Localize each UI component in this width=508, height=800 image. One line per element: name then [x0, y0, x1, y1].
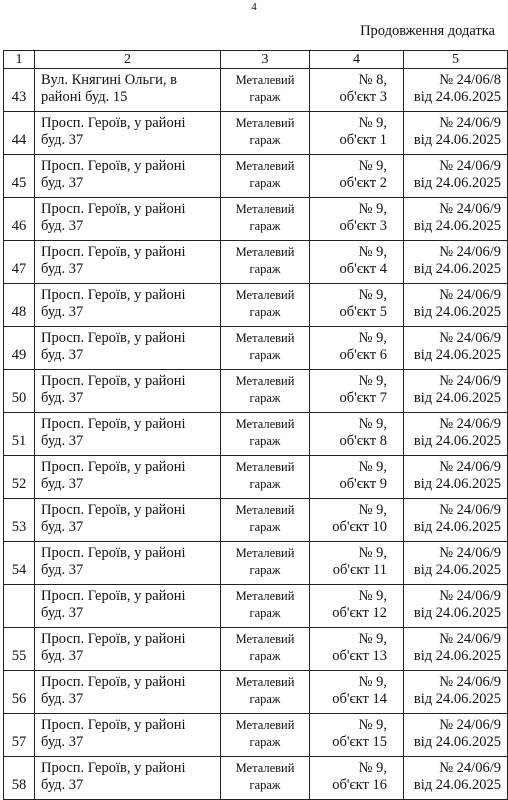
- address-cell: [35, 456, 221, 499]
- object-type-cell-line: Металевий: [235, 331, 295, 345]
- scheme-cell: [310, 241, 404, 284]
- row-number-cell: 51: [4, 413, 35, 456]
- decision-cell: [404, 628, 508, 671]
- object-type-cell-line: Металевий: [235, 546, 295, 560]
- decision-cell-line: від 24.06.2025: [413, 476, 501, 492]
- decision-cell: [404, 69, 508, 112]
- object-type-cell-line: гараж: [249, 520, 281, 534]
- table-row: [4, 413, 508, 456]
- object-type-cell-line: гараж: [249, 778, 281, 792]
- object-type-cell: [221, 69, 310, 112]
- address-cell-line: буд. 37: [41, 390, 84, 406]
- table-row: [4, 370, 508, 413]
- decision-cell: [404, 370, 508, 413]
- table-row: [4, 456, 508, 499]
- scheme-cell-line: № 9,: [358, 717, 387, 733]
- decision-cell-line: від 24.06.2025: [413, 519, 501, 535]
- row-number-cell: 53: [4, 499, 35, 542]
- object-type-cell: [221, 456, 310, 499]
- table-row: [4, 628, 508, 671]
- object-type-cell: [221, 499, 310, 542]
- decision-cell-line: від 24.06.2025: [413, 433, 501, 449]
- row-number-cell: 48: [4, 284, 35, 327]
- object-type-cell-line: Металевий: [235, 460, 295, 474]
- scheme-cell-line: об'єкт 8: [339, 433, 387, 449]
- decision-cell-line: від 24.06.2025: [413, 175, 501, 191]
- table-row: [4, 69, 508, 112]
- address-cell-line: буд. 37: [41, 605, 84, 621]
- decision-cell: [404, 327, 508, 370]
- scheme-cell-line: об'єкт 6: [339, 347, 387, 363]
- header-cell-5: 5: [404, 51, 508, 69]
- address-cell: [35, 499, 221, 542]
- decision-cell-line: № 24/06/9: [439, 287, 501, 303]
- scheme-cell-line: об'єкт 11: [332, 562, 387, 578]
- address-cell-line: Просп. Героїв, у районі: [41, 459, 186, 475]
- address-cell-line: буд. 37: [41, 476, 84, 492]
- object-type-cell: [221, 370, 310, 413]
- decision-cell-line: від 24.06.2025: [413, 777, 501, 793]
- object-type-cell: [221, 628, 310, 671]
- decision-cell-line: від 24.06.2025: [413, 691, 501, 707]
- scheme-cell: [310, 155, 404, 198]
- decision-cell-line: від 24.06.2025: [413, 218, 501, 234]
- object-type-cell-line: гараж: [249, 348, 281, 362]
- decision-cell-line: № 24/06/9: [439, 330, 501, 346]
- scheme-cell-line: № 9,: [358, 545, 387, 561]
- row-number-cell: 58: [4, 757, 35, 800]
- address-cell: [35, 284, 221, 327]
- object-type-cell-line: гараж: [249, 563, 281, 577]
- address-cell-line: буд. 37: [41, 132, 84, 148]
- object-type-cell: [221, 671, 310, 714]
- object-type-cell-line: Металевий: [235, 202, 295, 216]
- address-cell-line: буд. 37: [41, 777, 84, 793]
- decision-cell-line: № 24/06/9: [439, 588, 501, 604]
- object-type-cell-line: гараж: [249, 90, 281, 104]
- address-cell-line: Просп. Героїв, у районі: [41, 287, 186, 303]
- object-type-cell-line: гараж: [249, 305, 281, 319]
- row-number-cell: 45: [4, 155, 35, 198]
- table-row: [4, 155, 508, 198]
- address-cell: [35, 671, 221, 714]
- decision-cell-line: № 24/06/9: [439, 631, 501, 647]
- address-cell-line: Просп. Героїв, у районі: [41, 717, 186, 733]
- scheme-cell-line: об'єкт 16: [332, 777, 387, 793]
- address-cell: [35, 585, 221, 628]
- scheme-cell-line: об'єкт 2: [339, 175, 387, 191]
- object-type-cell: [221, 112, 310, 155]
- scheme-cell: [310, 542, 404, 585]
- scheme-cell-line: № 9,: [358, 459, 387, 475]
- scheme-cell: [310, 284, 404, 327]
- row-number-cell: 55: [4, 628, 35, 671]
- decision-cell: [404, 413, 508, 456]
- address-cell: [35, 714, 221, 757]
- scheme-cell-line: об'єкт 4: [339, 261, 387, 277]
- object-type-cell-line: Металевий: [235, 675, 295, 689]
- decision-cell: [404, 241, 508, 284]
- table-row: [4, 499, 508, 542]
- table-row: [4, 284, 508, 327]
- scheme-cell-line: об'єкт 5: [339, 304, 387, 320]
- decision-cell-line: від 24.06.2025: [413, 261, 501, 277]
- object-type-cell-line: гараж: [249, 649, 281, 663]
- decision-cell-line: № 24/06/9: [439, 502, 501, 518]
- object-type-cell-line: гараж: [249, 133, 281, 147]
- decision-cell-line: № 24/06/9: [439, 115, 501, 131]
- object-type-cell: [221, 241, 310, 284]
- object-type-cell-line: Металевий: [235, 288, 295, 302]
- continuation-label: Продовження додатка: [360, 23, 495, 39]
- scheme-cell: [310, 499, 404, 542]
- address-cell-line: Просп. Героїв, у районі: [41, 545, 186, 561]
- scheme-cell-line: № 9,: [358, 631, 387, 647]
- row-number-cell: 56: [4, 671, 35, 714]
- decision-cell-line: № 24/06/9: [439, 717, 501, 733]
- address-cell-line: Просп. Героїв, у районі: [41, 373, 186, 389]
- decision-cell-line: № 24/06/8: [439, 72, 501, 88]
- scheme-cell-line: № 9,: [358, 760, 387, 776]
- decision-cell: [404, 714, 508, 757]
- address-cell: [35, 112, 221, 155]
- row-number-cell: 43: [4, 69, 35, 112]
- decision-cell-line: № 24/06/9: [439, 158, 501, 174]
- row-number-cell: [4, 585, 35, 628]
- header-cell-4: 4: [310, 51, 404, 69]
- row-number-cell: 46: [4, 198, 35, 241]
- address-cell-line: буд. 37: [41, 562, 84, 578]
- decision-cell-line: № 24/06/9: [439, 674, 501, 690]
- object-type-cell-line: Металевий: [235, 374, 295, 388]
- decision-cell-line: від 24.06.2025: [413, 734, 501, 750]
- address-cell-line: Просп. Героїв, у районі: [41, 201, 186, 217]
- decision-cell: [404, 155, 508, 198]
- row-number-cell: 49: [4, 327, 35, 370]
- scheme-cell-line: № 9,: [358, 416, 387, 432]
- decision-cell-line: № 24/06/9: [439, 545, 501, 561]
- decision-cell-line: від 24.06.2025: [413, 304, 501, 320]
- scheme-cell: [310, 327, 404, 370]
- scheme-cell-line: об'єкт 15: [332, 734, 387, 750]
- address-cell-line: буд. 37: [41, 261, 84, 277]
- decision-cell: [404, 198, 508, 241]
- address-cell-line: районі буд. 15: [41, 89, 128, 105]
- decision-cell-line: від 24.06.2025: [413, 648, 501, 664]
- table-row: [4, 327, 508, 370]
- scheme-cell-line: № 9,: [358, 115, 387, 131]
- decision-cell: [404, 757, 508, 800]
- scheme-cell: [310, 69, 404, 112]
- scheme-cell-line: № 9,: [358, 588, 387, 604]
- decision-cell: [404, 542, 508, 585]
- address-cell: [35, 327, 221, 370]
- object-type-cell-line: Металевий: [235, 761, 295, 775]
- scheme-cell-line: об'єкт 10: [332, 519, 387, 535]
- scheme-cell-line: № 9,: [358, 287, 387, 303]
- scheme-cell: [310, 413, 404, 456]
- scheme-cell-line: об'єкт 3: [339, 89, 387, 105]
- table-row: [4, 714, 508, 757]
- table-row: [4, 198, 508, 241]
- address-cell-line: Просп. Героїв, у районі: [41, 416, 186, 432]
- scheme-cell: [310, 112, 404, 155]
- object-type-cell-line: гараж: [249, 477, 281, 491]
- address-cell-line: Просп. Героїв, у районі: [41, 330, 186, 346]
- address-cell-line: Просп. Героїв, у районі: [41, 631, 186, 647]
- address-cell-line: Просп. Героїв, у районі: [41, 674, 186, 690]
- scheme-cell: [310, 198, 404, 241]
- decision-cell-line: від 24.06.2025: [413, 89, 501, 105]
- address-cell-line: Просп. Героїв, у районі: [41, 115, 186, 131]
- object-type-cell-line: гараж: [249, 692, 281, 706]
- scheme-cell: [310, 628, 404, 671]
- scheme-cell-line: № 9,: [358, 330, 387, 346]
- object-type-cell-line: Металевий: [235, 718, 295, 732]
- object-type-cell: [221, 413, 310, 456]
- decision-cell-line: № 24/06/9: [439, 459, 501, 475]
- decision-cell: [404, 499, 508, 542]
- scheme-cell: [310, 757, 404, 800]
- address-cell: [35, 198, 221, 241]
- scheme-cell-line: № 8,: [358, 72, 387, 88]
- object-type-cell: [221, 585, 310, 628]
- address-cell-line: буд. 37: [41, 433, 84, 449]
- row-number-cell: 47: [4, 241, 35, 284]
- decision-cell-line: від 24.06.2025: [413, 562, 501, 578]
- scheme-cell-line: об'єкт 9: [339, 476, 387, 492]
- row-number-cell: 57: [4, 714, 35, 757]
- object-type-cell: [221, 198, 310, 241]
- address-cell: [35, 413, 221, 456]
- address-cell: [35, 69, 221, 112]
- object-type-cell-line: гараж: [249, 219, 281, 233]
- object-type-cell-line: гараж: [249, 434, 281, 448]
- decision-cell-line: від 24.06.2025: [413, 132, 501, 148]
- decision-cell-line: від 24.06.2025: [413, 347, 501, 363]
- scheme-cell: [310, 714, 404, 757]
- scheme-cell-line: № 9,: [358, 244, 387, 260]
- address-cell: [35, 542, 221, 585]
- scheme-cell-line: об'єкт 14: [332, 691, 387, 707]
- address-cell-line: буд. 37: [41, 175, 84, 191]
- table-row: [4, 757, 508, 800]
- address-cell-line: буд. 37: [41, 218, 84, 234]
- object-type-cell-line: Металевий: [235, 417, 295, 431]
- object-type-cell: [221, 714, 310, 757]
- decision-cell-line: № 24/06/9: [439, 416, 501, 432]
- decision-cell: [404, 456, 508, 499]
- address-cell-line: Просп. Героїв, у районі: [41, 244, 186, 260]
- page-number: 4: [251, 1, 257, 13]
- address-cell-line: буд. 37: [41, 304, 84, 320]
- address-cell-line: буд. 37: [41, 519, 84, 535]
- decision-cell-line: від 24.06.2025: [413, 390, 501, 406]
- address-cell: [35, 757, 221, 800]
- address-cell-line: буд. 37: [41, 734, 84, 750]
- scheme-cell-line: об'єкт 13: [332, 648, 387, 664]
- object-type-cell-line: Металевий: [235, 116, 295, 130]
- scheme-cell-line: об'єкт 12: [332, 605, 387, 621]
- address-cell-line: буд. 37: [41, 347, 84, 363]
- object-type-cell-line: Металевий: [235, 589, 295, 603]
- object-type-cell: [221, 284, 310, 327]
- object-type-cell: [221, 757, 310, 800]
- scheme-cell: [310, 585, 404, 628]
- object-type-cell: [221, 542, 310, 585]
- object-type-cell-line: гараж: [249, 391, 281, 405]
- row-number-cell: 52: [4, 456, 35, 499]
- decision-cell-line: № 24/06/9: [439, 760, 501, 776]
- row-number-cell: 50: [4, 370, 35, 413]
- object-type-cell-line: Металевий: [235, 73, 295, 87]
- scheme-cell-line: об'єкт 3: [339, 218, 387, 234]
- scheme-cell-line: № 9,: [358, 373, 387, 389]
- address-cell-line: Просп. Героїв, у районі: [41, 760, 186, 776]
- header-cell-2: 2: [35, 51, 221, 69]
- decision-cell-line: № 24/06/9: [439, 373, 501, 389]
- decision-cell-line: № 24/06/9: [439, 244, 501, 260]
- row-number-cell: 44: [4, 112, 35, 155]
- object-type-cell-line: гараж: [249, 176, 281, 190]
- scheme-cell-line: об'єкт 7: [339, 390, 387, 406]
- scheme-cell-line: об'єкт 1: [339, 132, 387, 148]
- table-row: [4, 112, 508, 155]
- object-type-cell-line: Металевий: [235, 503, 295, 517]
- table-row: [4, 671, 508, 714]
- address-cell-line: Просп. Героїв, у районі: [41, 588, 186, 604]
- address-cell-line: буд. 37: [41, 691, 84, 707]
- table-header-row: [4, 51, 508, 69]
- decision-cell-line: № 24/06/9: [439, 201, 501, 217]
- table-row: [4, 241, 508, 284]
- scheme-cell: [310, 456, 404, 499]
- object-type-cell-line: гараж: [249, 262, 281, 276]
- scheme-cell-line: № 9,: [358, 158, 387, 174]
- address-cell: [35, 155, 221, 198]
- header-cell-3: 3: [221, 51, 310, 69]
- table-row: [4, 542, 508, 585]
- decision-cell: [404, 671, 508, 714]
- address-cell-line: Просп. Героїв, у районі: [41, 502, 186, 518]
- address-cell: [35, 370, 221, 413]
- object-type-cell: [221, 155, 310, 198]
- object-type-cell: [221, 327, 310, 370]
- scheme-cell: [310, 671, 404, 714]
- table-row: [4, 585, 508, 628]
- scheme-cell: [310, 370, 404, 413]
- decision-cell-line: від 24.06.2025: [413, 605, 501, 621]
- address-cell-line: Просп. Героїв, у районі: [41, 158, 186, 174]
- object-type-cell-line: Металевий: [235, 245, 295, 259]
- header-cell-1: 1: [4, 51, 35, 69]
- object-type-cell-line: гараж: [249, 606, 281, 620]
- scheme-cell-line: № 9,: [358, 502, 387, 518]
- object-type-cell-line: Металевий: [235, 159, 295, 173]
- object-type-cell-line: Металевий: [235, 632, 295, 646]
- decision-cell: [404, 284, 508, 327]
- scheme-cell-line: № 9,: [358, 674, 387, 690]
- row-number-cell: 54: [4, 542, 35, 585]
- decision-cell: [404, 585, 508, 628]
- scheme-cell-line: № 9,: [358, 201, 387, 217]
- appendix-table: [3, 50, 508, 800]
- address-cell: [35, 241, 221, 284]
- address-cell-line: Вул. Княгині Ольги, в: [41, 72, 177, 88]
- object-type-cell-line: гараж: [249, 735, 281, 749]
- address-cell-line: буд. 37: [41, 648, 84, 664]
- decision-cell: [404, 112, 508, 155]
- address-cell: [35, 628, 221, 671]
